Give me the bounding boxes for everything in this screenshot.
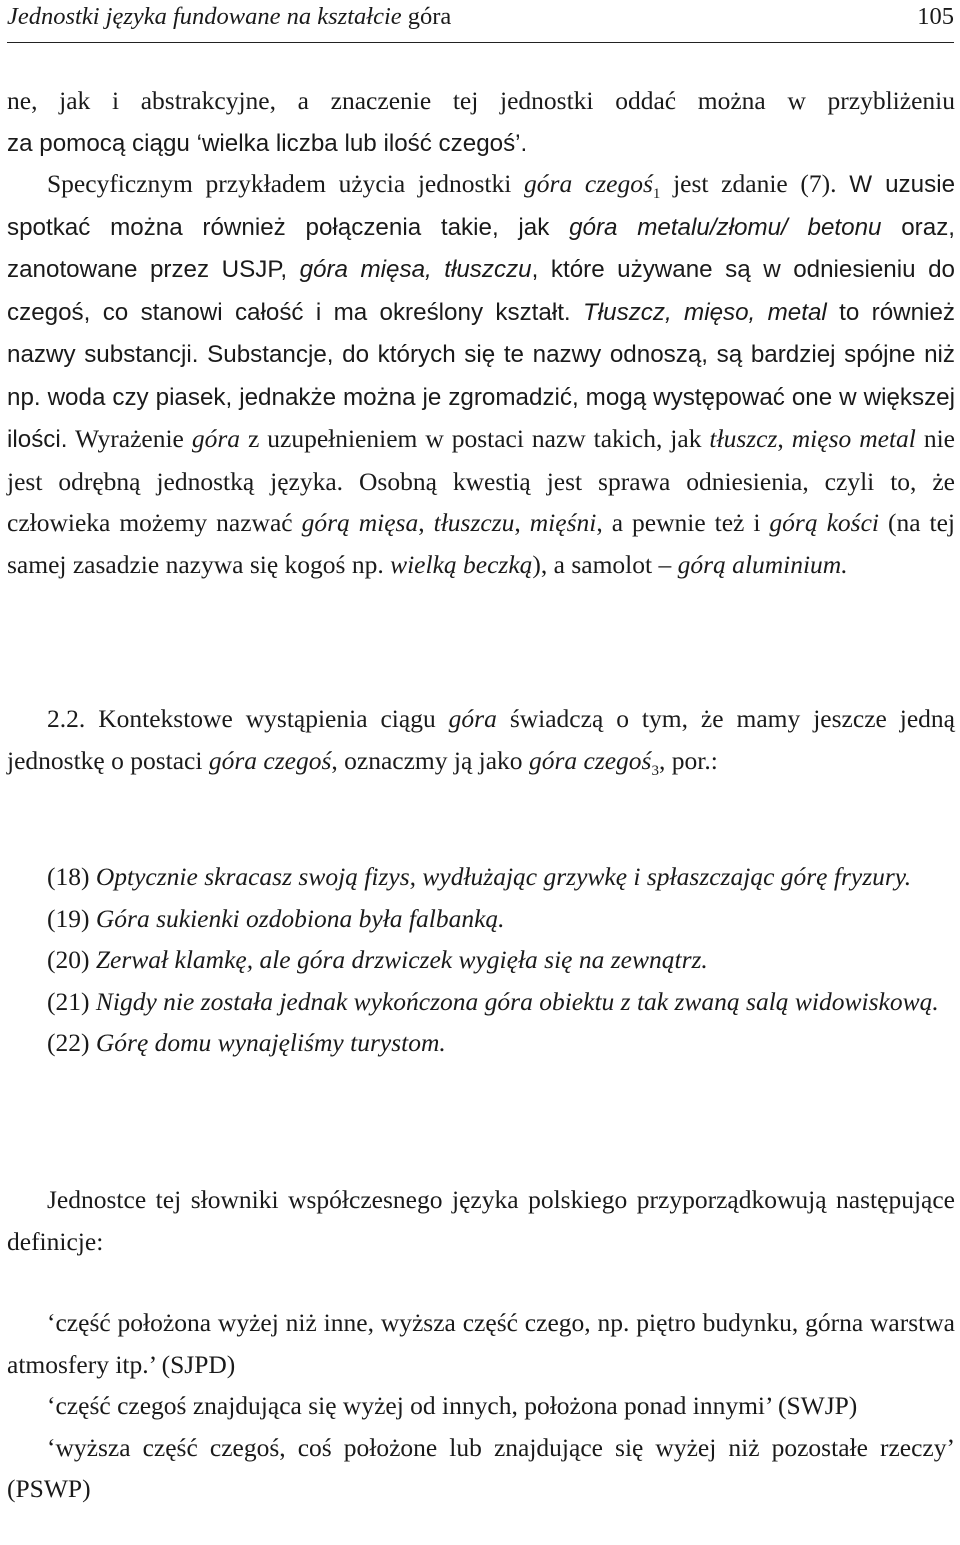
- term-italic: tłuszcz: [709, 424, 778, 453]
- term-italic: wielką beczką: [390, 549, 533, 579]
- page-number: 105: [917, 3, 954, 30]
- example-text: Optycznie skracasz swoją fizys, wydłużając grzywkę i spłaszczając górę fryzury.: [95, 862, 912, 891]
- example-text: Góra sukienki ozdobiona była falbanką.: [95, 903, 505, 933]
- text-run: , a pewnie też i: [596, 508, 770, 537]
- paragraph-continuation: [7, 80, 955, 164]
- example-item: [7, 898, 955, 940]
- text-run: ne, jak i abstrakcyjne, a znaczenie tej jednostki oddać można w przybliżeniu: [7, 86, 955, 115]
- text-run: , które używane są w odniesieniu do czegoś, co stanowi całość i ma określony kształt.: [7, 256, 955, 326]
- term-italic: górą mięsa: [301, 508, 419, 537]
- example-number: (18): [47, 862, 90, 891]
- paragraph-text: [7, 698, 955, 781]
- text-run: W uzusie spotkać można również połączenia takie, jak: [7, 171, 956, 241]
- paragraph-gora-czegos-3: [7, 698, 955, 781]
- text-run: 2.2. Kontekstowe wystąpienia ciągu: [47, 704, 449, 733]
- example-item: [7, 856, 955, 898]
- example-list: [7, 856, 955, 1064]
- text-run: to również nazwy substancji. Substancje, do których się te nazwy odnoszą, są bardziej spójne niż np. woda czy piasek, jednakże można je zgromadzić, mogą występować one w większej ilości.: [7, 298, 955, 453]
- text-run: nie jest odrębną jednostką języka. Osobną kwestią jest sprawa odniesienia, czyli to, że człowieka możemy nazwać: [7, 424, 955, 537]
- text-run: jest zdanie (7).: [660, 169, 837, 198]
- example-item: [7, 939, 955, 981]
- term-italic: góra czegoś: [524, 169, 653, 198]
- text-run: z uzupełnieniem w postaci nazw takich, jak: [240, 424, 710, 453]
- paragraph-text: Jednostce tej słowniki współczesnego języka polskiego przyporządkowują następujące definicje:: [7, 1185, 955, 1256]
- text-run: ), a samolot –: [532, 549, 678, 579]
- example-number: (19): [47, 903, 90, 933]
- running-head-title: [7, 2, 451, 32]
- definition-item: ‘część czegoś znajdująca się wyżej od innych, położona ponad innymi’ (SWJP): [47, 1391, 858, 1420]
- text-run: Wyrażenie: [67, 424, 192, 453]
- text-run: oraz, zanotowane przez USJP,: [7, 213, 956, 283]
- text-run: Specyficznym przykładem użycia jednostki: [47, 169, 525, 198]
- text-run: , oznaczmy ją jako: [331, 745, 529, 775]
- definition-item: ‘wyższa część czegoś, coś położone lub znajdujące się wyżej niż pozostałe rzeczy’ (PSWP): [7, 1432, 955, 1503]
- term-italic: góra: [191, 424, 241, 453]
- term-italic: Tłuszcz, mięso, metal: [583, 298, 827, 326]
- term-subscript: 3: [651, 762, 659, 779]
- term-italic: tłuszczu: [433, 508, 515, 537]
- example-item: [7, 1022, 955, 1064]
- example-text: Nigdy nie została jednak wykończona góra obiektu z tak zwaną salą widowiskową.: [95, 986, 939, 1016]
- definition-list: [7, 1302, 955, 1510]
- term-italic: góra czegoś: [208, 745, 332, 775]
- term-italic: górą kości: [769, 508, 879, 537]
- text-run: za pomocą ciągu ‘wielka liczba lub ilość czegoś’.: [7, 129, 528, 157]
- example-item: [7, 981, 955, 1023]
- example-number: (20): [47, 945, 90, 974]
- example-text: Zerwał klamkę, ale góra drzwiczek wygięła się na zewnątrz.: [95, 945, 708, 974]
- text-run: (na tej samej zasadzie nazywa się kogoś np.: [7, 508, 956, 579]
- text-run: świadczą o tym, że mamy jeszcze jedną jednostkę o postaci: [7, 704, 956, 775]
- term-subscript: 1: [652, 186, 661, 202]
- term-italic: mięśni: [529, 508, 597, 537]
- term-italic: góra czegoś: [528, 745, 652, 775]
- term-italic: góra metalu/złomu/ betonu: [569, 213, 882, 241]
- definition-item: ‘część położona wyżej niż inne, wyższa część czego, np. piętro budynku, górna warstwa atmosfery itp.’ (SJPD): [7, 1308, 955, 1379]
- term-italic: górą aluminium.: [677, 549, 848, 579]
- paragraph-line: [7, 80, 955, 122]
- running-head-title-plain: góra: [401, 3, 452, 30]
- term-italic: góra: [448, 704, 497, 733]
- text-run: ,: [418, 508, 434, 537]
- text-run: ,: [777, 424, 792, 453]
- term-italic: mięso metal: [791, 424, 916, 453]
- paragraph-text: [7, 163, 955, 585]
- paragraph-line: [7, 122, 955, 165]
- paragraph-definitions-intro: [7, 1179, 955, 1262]
- running-head: [7, 2, 954, 43]
- example-number: (21): [47, 986, 90, 1016]
- paragraph-gora-czegos-1: [7, 163, 955, 585]
- text-run: ,: [514, 508, 530, 537]
- example-text: Górę domu wynajęliśmy turystom.: [95, 1028, 446, 1057]
- sans-segment: [7, 171, 955, 453]
- term-italic: góra mięsa, tłuszczu: [299, 256, 532, 283]
- running-head-title-italic: Jednostki języka fundowane na kształcie: [7, 3, 402, 30]
- text-run: , por.:: [658, 745, 718, 775]
- example-number: (22): [47, 1028, 90, 1057]
